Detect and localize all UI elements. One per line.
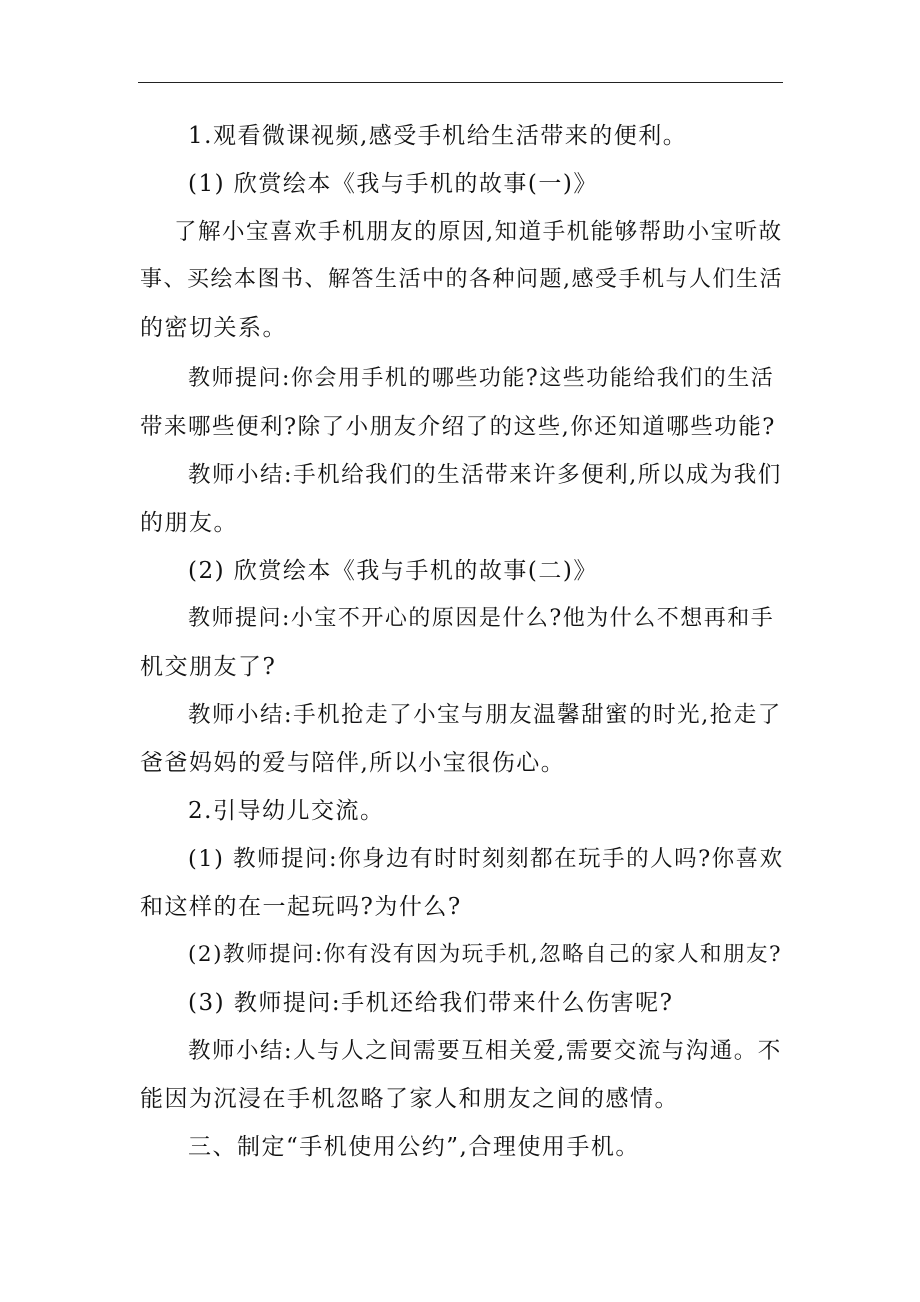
teacher-summary: 教师小结:手机给我们的生活带来许多便利,所以成为我们 [188,462,782,488]
teacher-question: 教师提问:你会用手机的哪些功能?这些功能给我们的生活 [188,366,775,391]
step-2-heading: 2.引导幼儿交流。 [188,798,385,824]
sub-step-3-question: (3) 教师提问:手机还给我们带来什么伤害呢? [188,990,674,1016]
header-rule [138,82,783,83]
paragraph-line: 的朋友。 [140,510,238,536]
paragraph-line: 了解小宝喜欢手机朋友的原因,知道手机能够帮助小宝听故 [174,219,783,245]
paragraph-line: 机交朋友了? [140,654,277,680]
paragraph-line: 带来哪些便利?除了小朋友介绍了的这些,你还知道哪些功能? [140,414,776,440]
paragraph-line: 事、买绘本图书、解答生活中的各种问题,感受手机与人们生活 [140,267,783,292]
sub-step-1-heading: (1) 欣赏绘本《我与手机的故事(一)》 [188,171,598,197]
paragraph-line: 和这样的在一起玩吗?为什么? [140,894,462,920]
teacher-summary: 教师小结:人与人之间需要互相关爱,需要交流与沟通。不 [188,1038,782,1064]
teacher-question: 教师提问:小宝不开心的原因是什么?他为什么不想再和手 [188,606,775,631]
sub-step-2-heading: (2) 欣赏绘本《我与手机的故事(二)》 [188,558,598,584]
body-text [140,112,784,352]
section-3-heading: 三、制定“手机使用公约”,合理使用手机。 [188,1134,640,1160]
teacher-summary: 教师小结:手机抢走了小宝与朋友温馨甜蜜的时光,抢走了 [188,702,782,728]
sub-step-1-question: (1) 教师提问:你身边有时时刻刻都在玩手的人吗?你喜欢 [188,846,784,872]
body-text [140,451,784,547]
step-1-heading: 1.观看微课视频,感受手机给生活带来的便利。 [188,123,688,149]
sub-step-2-question: (2)教师提问:你有没有因为玩手机,忽略自己的家人和朋友? [188,942,783,967]
body-text [140,547,784,1171]
paragraph-line: 的密切关系。 [140,315,287,341]
paragraph-line: 爸爸妈妈的爱与陪伴,所以小宝很伤心。 [140,750,566,776]
paragraph-line: 能因为沉浸在手机忽略了家人和朋友之间的感情。 [140,1086,679,1112]
body-text [140,355,784,451]
